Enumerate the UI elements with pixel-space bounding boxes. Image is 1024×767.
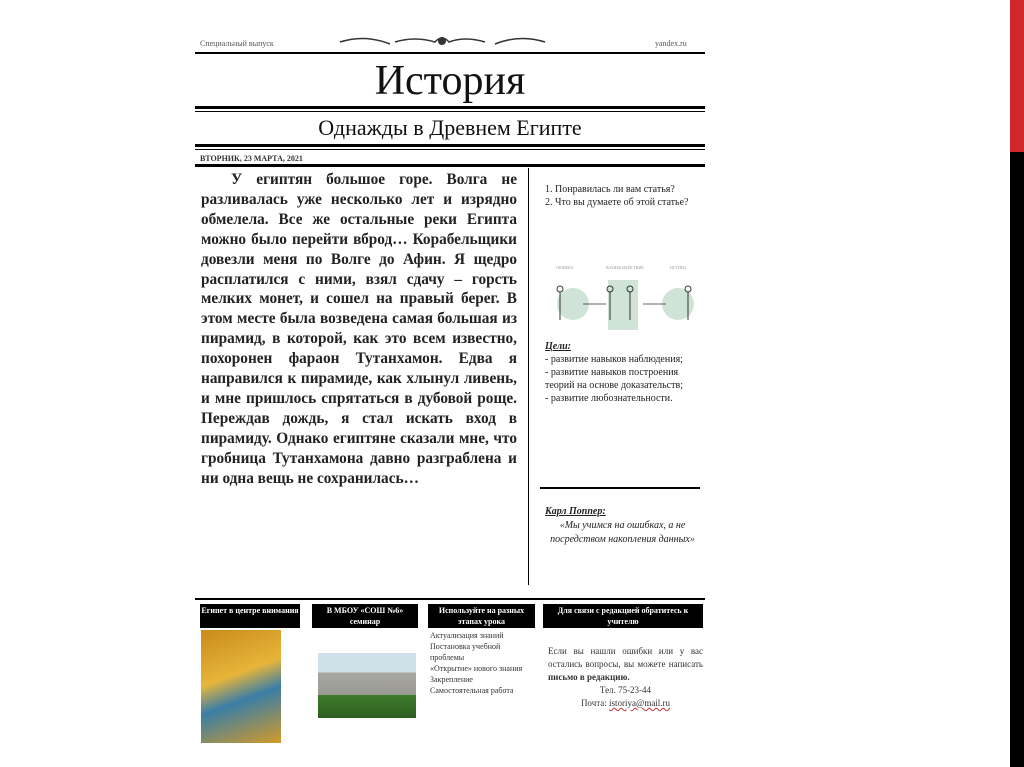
phone: Тел. 75-23-44	[599, 685, 652, 695]
illus-label: ОШИБКА	[556, 265, 574, 270]
goals-title: Цели:	[545, 341, 571, 352]
illustration	[548, 262, 700, 334]
question-1: 1. Понравилась ли вам статья?	[545, 184, 675, 195]
article-text: У египтян большое горе. Волга не разливалась уже несколько лет и изрядно обмелела. Все же остальные реки Египта можно было перейти вброд… Корабельщики довезли меня по Волге до Афин. Я щедро расплатился с ними, взял сдачу – горсть мелких монет, и сошел на правый берег. В этом месте была возведена самая большая из пирамид, в которой, как это всем известно, похоронен фараон Тутанхамон. Едва я направился к пирамиде, как хлынул ливень, и мне пришлось спрятаться в дубовой роще. Переждав дождь, я стал искать вход в пирамиду. Однако египтяне сказали мне, что гробница Тутанхамона давно разграблена и ни одна вещь не сохранилась…	[201, 171, 517, 487]
page-title: История	[374, 58, 526, 104]
goal-item: - развитие любознательности.	[545, 393, 673, 404]
col3-heading: Используйте на разных этапах урока	[428, 604, 535, 628]
rule	[195, 144, 705, 147]
illus-label: ВЗАИМОДЕЙСТВИЕ	[606, 265, 644, 270]
rule	[195, 111, 705, 112]
contact-block	[548, 645, 703, 710]
email-label: Почта:	[580, 698, 607, 708]
col1-heading: Египет в центре внимания	[200, 604, 300, 628]
quote-section	[545, 505, 700, 547]
ornament-icon	[335, 34, 550, 50]
illus-label: ИСТИНА	[670, 265, 687, 270]
egypt-image	[201, 630, 281, 743]
contact-text: Если вы нашли ошибки или у вас остались вопросы, вы можете написать	[548, 646, 703, 669]
rule	[195, 106, 705, 109]
quote-text: «Мы учимся на ошибках, а не посредством накопления данных»	[550, 520, 695, 545]
email-link[interactable]: istoriya@mail.ru	[609, 698, 671, 708]
subtitle: Однажды в Древнем Египте	[318, 115, 582, 140]
list-item: Закрепление	[430, 675, 473, 684]
rule	[195, 52, 705, 54]
accent-bar-black	[1010, 152, 1024, 767]
list-item: «Открытие» нового знания	[430, 664, 523, 673]
rule	[195, 598, 705, 600]
rule	[540, 487, 700, 489]
lesson-stages-list	[430, 630, 535, 696]
header-left: Специальный выпуск	[200, 39, 274, 48]
col4-heading: Для связи с редакцией обратитесь к учителю	[543, 604, 703, 628]
header-right: yandex.ru	[655, 39, 687, 48]
quote-author: Карл Поппер:	[545, 506, 606, 517]
question-2: 2. Что вы думаете об этой статье?	[545, 197, 689, 208]
sidebar-questions	[545, 183, 700, 209]
school-image	[318, 653, 416, 718]
list-item: Актуализация знаний	[430, 631, 504, 640]
rule	[195, 164, 705, 167]
list-item: Самостоятельная работа	[430, 686, 514, 695]
dateline: ВТОРНИК, 23 МАРТА, 2021	[200, 154, 303, 163]
goals-section	[545, 340, 695, 405]
col2-heading: В МБОУ «СОШ №6» семинар	[312, 604, 418, 628]
accent-bar-red	[1010, 0, 1024, 152]
list-item: Постановка учебной проблемы	[430, 642, 501, 662]
goal-item: - развитие навыков наблюдения;	[545, 354, 683, 365]
column-divider	[528, 168, 529, 585]
rule	[195, 149, 705, 150]
contact-bold: письмо в редакцию.	[548, 672, 630, 682]
goal-item: - развитие навыков построения теорий на основе доказательств;	[545, 367, 683, 391]
